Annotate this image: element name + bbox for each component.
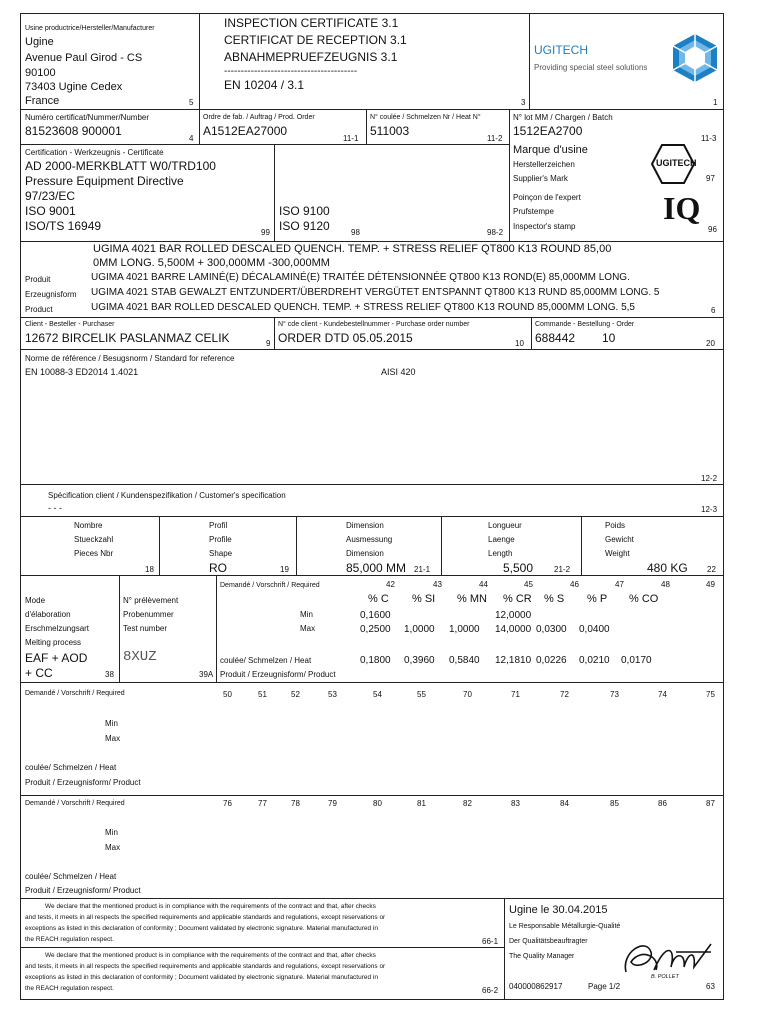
melting-process-2: + CC xyxy=(25,666,53,680)
heat-row-label: coulée/ Schmelzen / Heat xyxy=(220,656,312,665)
poincon-label: Poinçon de l'expert xyxy=(513,193,581,202)
product-line-1: UGIMA 4021 BAR ROLLED DESCALED QUENCH. TEMP. + STRESS RELIEF QT800 K13 ROUND 85,00 xyxy=(93,243,612,255)
field-number: 21-1 xyxy=(414,565,431,574)
mode-label-4: Melting process xyxy=(25,638,82,647)
block2-col-number: 53 xyxy=(328,690,337,699)
declaration-1-line-4: the REACH regulation respect. xyxy=(25,936,114,943)
manufacturer-address-1: Avenue Paul Girod - CS xyxy=(25,52,143,64)
title-standard: EN 10204 / 3.1 xyxy=(224,78,305,92)
longueur-en: Length xyxy=(488,549,513,558)
chem-heat-value: 0,5840 xyxy=(449,655,480,666)
field-number: 10 xyxy=(515,339,524,348)
mode-label-1: Mode xyxy=(25,596,46,605)
chem-col-number: 47 xyxy=(615,580,624,589)
block2-col-number: 70 xyxy=(463,690,472,699)
block3-product-label: Produit / Erzeugnisform/ Product xyxy=(25,886,141,895)
customer-spec-label: Spécification client / Kundenspezifikation / Customer's specification xyxy=(48,491,286,500)
chem-col-number: 48 xyxy=(661,580,670,589)
field-number: 11-3 xyxy=(701,134,717,143)
cert-number-label: Numéro certificat/Nummer/Number xyxy=(25,113,150,122)
block3-heat-label: coulée/ Schmelzen / Heat xyxy=(25,872,117,881)
block3-col-number: 84 xyxy=(560,799,569,808)
prod-order-label: Ordre de fab. / Auftrag / Prod. Order xyxy=(203,114,315,121)
poids-en: Weight xyxy=(605,549,630,558)
chem-header: % CO xyxy=(629,593,659,605)
batch-label: N° lot MM / Chargen / Batch xyxy=(513,113,613,122)
field-number: 21-2 xyxy=(554,565,571,574)
declaration-1 xyxy=(25,901,385,945)
block3-min-label: Min xyxy=(105,828,118,837)
order-label: Commande - Bestellung - Order xyxy=(535,321,635,328)
mode-label-2: d'élaboration xyxy=(25,610,71,619)
chem-header: % SI xyxy=(412,593,436,605)
field-number: 97 xyxy=(706,174,715,183)
chem-col-number: 46 xyxy=(570,580,579,589)
chem-col-number: 44 xyxy=(479,580,488,589)
product-label-en: Product xyxy=(25,305,53,314)
manufacturer-address-2: 90100 xyxy=(25,67,56,79)
field-number: 6 xyxy=(711,306,716,315)
reference-label: Norme de référence / Besugsnorm / Standard for reference xyxy=(25,354,235,363)
block3-col-number: 81 xyxy=(417,799,426,808)
chem-header: % C xyxy=(368,593,389,605)
nombre-de: Stueckzahl xyxy=(74,535,114,544)
chem-header: % S xyxy=(544,593,565,605)
declaration-2-line-2: and tests, it meets in all respects the specified requirements and applicable standards and regulations, except reservations or xyxy=(25,963,386,970)
order-item: 10 xyxy=(602,331,616,345)
chem-max-value: 0,2500 xyxy=(360,624,391,635)
field-number: 96 xyxy=(708,225,717,234)
block2-heat-label: coulée/ Schmelzen / Heat xyxy=(25,763,117,772)
block3-col-number: 82 xyxy=(463,799,472,808)
manufacturer-address-3: 73403 Ugine Cedex xyxy=(25,81,123,93)
block2-col-number: 74 xyxy=(658,690,667,699)
mode-label-3: Erschmelzungsart xyxy=(25,624,90,633)
block3-required-label: Demandé / Vorschrift / Required xyxy=(25,800,125,807)
heat-number-value: 511003 xyxy=(370,124,410,138)
aisi-value: AISI 420 xyxy=(381,367,416,377)
block2-col-number: 75 xyxy=(706,690,715,699)
chem-required-label: Demandé / Vorschrift / Required xyxy=(220,582,320,589)
certification-line-1: AD 2000-MERKBLATT W0/TRD100 xyxy=(25,159,216,173)
chem-max-value: 0,0400 xyxy=(579,624,610,635)
chem-heat-value: 0,3960 xyxy=(404,655,435,666)
field-number: 38 xyxy=(105,670,114,679)
chem-heat-value: 12,1810 xyxy=(495,655,532,666)
signer-title-fr: Le Responsable Métallurgie-Qualité xyxy=(509,923,621,930)
block2-col-number: 54 xyxy=(373,690,382,699)
product-line-2: 0MM LONG. 5,500M + 300,000MM -300,000MM xyxy=(93,257,330,269)
document-number: 040000862917 xyxy=(509,982,563,991)
chem-min-value: 0,1600 xyxy=(360,610,391,621)
profil-value: RO xyxy=(209,561,227,575)
product-row-label: Produit / Erzeugnisform/ Product xyxy=(220,670,336,679)
prelevement-label-1: N° prélèvement xyxy=(123,596,179,605)
field-number: 20 xyxy=(706,339,715,348)
cert-number-value: 81523608 900001 xyxy=(25,124,122,138)
field-number: 22 xyxy=(707,565,716,574)
dimension-en: Dimension xyxy=(346,549,384,558)
block3-col-number: 86 xyxy=(658,799,667,808)
iso-9120: ISO 9120 xyxy=(279,219,330,233)
declaration-2-line-3: exceptions as listed in this declaration of conformity ; Document validated by electronic signature. Material manufactured in xyxy=(25,974,378,981)
declaration-1-line-2: and tests, it meets in all respects the specified requirements and applicable standards and regulations, except reservations or xyxy=(25,914,386,921)
ugitech-logo-icon xyxy=(671,32,719,84)
title-line-1: INSPECTION CERTIFICATE 3.1 xyxy=(224,16,399,30)
dimension-fr: Dimension xyxy=(346,521,384,530)
title-line-2: CERTIFICAT DE RECEPTION 3.1 xyxy=(224,33,407,47)
signer-title-en: The Quality Manager xyxy=(509,953,575,960)
block2-col-number: 73 xyxy=(610,690,619,699)
block3-col-number: 79 xyxy=(328,799,337,808)
iso-9100: ISO 9100 xyxy=(279,204,330,218)
marque-label: Marque d'usine xyxy=(513,144,588,156)
chem-max-value: 1,0000 xyxy=(449,624,480,635)
longueur-de: Laenge xyxy=(488,535,515,544)
profil-de: Profile xyxy=(209,535,232,544)
declaration-2-line-4: the REACH regulation respect. xyxy=(25,985,114,992)
purchase-order-label: N° cde client - Kundebestellnummer - Purchase order number xyxy=(278,321,470,328)
max-label: Max xyxy=(300,624,316,633)
nombre-en: Pieces Nbr xyxy=(74,549,114,558)
brand-name: UGITECH xyxy=(534,43,588,57)
chem-max-value: 0,0300 xyxy=(536,624,567,635)
field-number: 98-2 xyxy=(487,228,504,237)
iso-ts-16949: ISO/TS 16949 xyxy=(25,219,102,233)
chem-col-number: 45 xyxy=(524,580,533,589)
block2-col-number: 55 xyxy=(417,690,426,699)
block2-product-label: Produit / Erzeugnisform/ Product xyxy=(25,778,141,787)
field-number: 19 xyxy=(280,565,289,574)
block2-col-number: 52 xyxy=(291,690,300,699)
manufacturer-address-4: France xyxy=(25,95,60,107)
longueur-value: 5,500 xyxy=(503,561,534,575)
melting-process: EAF + AOD xyxy=(25,651,88,665)
iso-9001: ISO 9001 xyxy=(25,204,76,218)
product-description-en: UGIMA 4021 BAR ROLLED DESCALED QUENCH. TEMP. + STRESS RELIEF QT800 K13 ROUND 85,000MM LONG. 5,5 xyxy=(91,302,635,313)
product-description-fr: UGIMA 4021 BARRE LAMINÉ(E) DÉCALAMINÉ(E) TRAITÉE DÉTENSIONNÉE QT800 K13 ROND(E) 85,000MM LONG. xyxy=(91,272,630,283)
prelevement-label-3: Test number xyxy=(123,624,168,633)
product-label-de: Erzeugnisform xyxy=(25,290,77,299)
field-number: 11-1 xyxy=(343,134,359,143)
place-date: Ugine le 30.04.2015 xyxy=(509,904,608,916)
title-dashes: ---------------------------------------- xyxy=(224,66,358,77)
min-label: Min xyxy=(300,610,313,619)
field-number: 12-3 xyxy=(701,505,718,514)
block3-col-number: 76 xyxy=(223,799,232,808)
manufacturer-label: Usine productrice/Hersteller/Manufacturer xyxy=(25,25,155,32)
signer-name: B. POLLET xyxy=(651,974,679,980)
field-number: 63 xyxy=(706,982,715,991)
chem-col-number: 42 xyxy=(386,580,395,589)
declaration-2 xyxy=(25,950,385,994)
block3-col-number: 85 xyxy=(610,799,619,808)
field-number: 98 xyxy=(351,228,360,237)
poids-de: Gewicht xyxy=(605,535,634,544)
block2-col-number: 71 xyxy=(511,690,520,699)
batch-value: 1512EA2700 xyxy=(513,124,583,138)
field-number: 66-2 xyxy=(482,986,499,995)
purchase-order-value: ORDER DTD 05.05.2015 xyxy=(278,331,413,345)
mark-logo-text: UGITECH xyxy=(656,158,697,168)
chem-heat-value: 0,0226 xyxy=(536,655,567,666)
field-number: 12-2 xyxy=(701,474,718,483)
field-number: 66-1 xyxy=(482,937,499,946)
inspector-label: Inspector's stamp xyxy=(513,222,576,231)
product-description-de: UGIMA 4021 STAB GEWALZT ENTZUNDERT/ÜBERDREHT VERGÜTET ENTSPANNT QT800 K13 RUND 85,000MM LONG. 5 xyxy=(91,287,660,298)
block2-required-label: Demandé / Vorschrift / Required xyxy=(25,690,125,697)
reference-value: EN 10088-3 ED2014 1.4021 xyxy=(25,367,139,377)
dimension-de: Ausmessung xyxy=(346,535,393,544)
chem-col-number: 49 xyxy=(706,580,715,589)
field-number: 9 xyxy=(266,339,271,348)
client-label: Client - Besteller - Purchaser xyxy=(25,321,115,328)
brand-tagline: Providing special steel solutions xyxy=(534,63,648,72)
field-number: 18 xyxy=(145,565,154,574)
block2-col-number: 50 xyxy=(223,690,232,699)
longueur-fr: Longueur xyxy=(488,521,522,530)
manufacturer-name: Ugine xyxy=(25,36,54,48)
page-number: Page 1/2 xyxy=(588,982,621,991)
title-line-3: ABNAHMEPRUEFZEUGNIS 3.1 xyxy=(224,50,398,64)
certification-line-2: Pressure Equipment Directive xyxy=(25,174,184,188)
block2-min-label: Min xyxy=(105,719,118,728)
chem-heat-value: 0,0170 xyxy=(621,655,652,666)
heat-number-label: N° coulée / Schmelzen Nr / Heat N° xyxy=(370,114,481,121)
dimension-value: 85,000 MM xyxy=(346,561,407,575)
chem-max-value: 1,0000 xyxy=(404,624,435,635)
chem-header: % MN xyxy=(457,593,487,605)
poids-value: 480 KG xyxy=(647,561,688,575)
prelevement-label-2: Probenummer xyxy=(123,610,174,619)
certificate-page xyxy=(20,13,724,1000)
nombre-fr: Nombre xyxy=(74,521,103,530)
certification-line-3: 97/23/EC xyxy=(25,189,76,203)
client-value: 12672 BIRCELIK PASLANMAZ CELIK xyxy=(25,331,230,345)
chem-max-value: 14,0000 xyxy=(495,624,532,635)
poids-fr: Poids xyxy=(605,521,626,530)
prod-order-value: A1512EA27000 xyxy=(203,124,288,138)
field-number: 1 xyxy=(713,98,718,107)
hersteller-label: Herstellerzeichen xyxy=(513,160,575,169)
certification-label: Certification - Werkzeugnis - Certificate xyxy=(25,148,164,157)
field-number: 4 xyxy=(189,134,194,143)
test-number: 8XUZ xyxy=(123,649,157,665)
block3-max-label: Max xyxy=(105,843,121,852)
signer-title-de: Der Qualitätsbeauftragter xyxy=(509,938,588,945)
declaration-1-line-3: exceptions as listed in this declaration of conformity ; Document validated by electronic signature. Material manufactured in xyxy=(25,925,378,932)
profil-en: Shape xyxy=(209,549,233,558)
block2-max-label: Max xyxy=(105,734,121,743)
block3-col-number: 77 xyxy=(258,799,267,808)
block3-col-number: 80 xyxy=(373,799,382,808)
customer-spec-value: - - - xyxy=(48,503,62,513)
supplier-label: Supplier's Mark xyxy=(513,174,568,183)
field-number: 99 xyxy=(261,228,270,237)
field-number: 3 xyxy=(521,98,526,107)
block3-col-number: 78 xyxy=(291,799,300,808)
declaration-2-line-1: We declare that the mentioned product is in compliance with the requirements of the contract and that, after checks xyxy=(45,952,376,959)
block3-col-number: 87 xyxy=(706,799,715,808)
field-number: 11-2 xyxy=(487,134,503,143)
chem-header: % P xyxy=(587,593,608,605)
chem-min-value: 12,0000 xyxy=(495,610,532,621)
product-label-fr: Produit xyxy=(25,275,51,284)
declaration-1-line-1: We declare that the mentioned product is in compliance with the requirements of the contract and that, after checks xyxy=(45,903,376,910)
order-value: 688442 xyxy=(535,331,576,345)
chem-header: % CR xyxy=(503,593,532,605)
chem-heat-value: 0,1800 xyxy=(360,655,391,666)
block2-col-number: 51 xyxy=(258,690,267,699)
chem-col-number: 43 xyxy=(433,580,442,589)
inspector-stamp-iq: IQ xyxy=(663,190,701,226)
block3-col-number: 83 xyxy=(511,799,520,808)
field-number: 5 xyxy=(189,98,194,107)
field-number: 39A xyxy=(199,670,214,679)
profil-fr: Profil xyxy=(209,521,228,530)
block2-col-number: 72 xyxy=(560,690,569,699)
chem-heat-value: 0,0210 xyxy=(579,655,610,666)
prufstempe-label: Prufstempe xyxy=(513,207,554,216)
